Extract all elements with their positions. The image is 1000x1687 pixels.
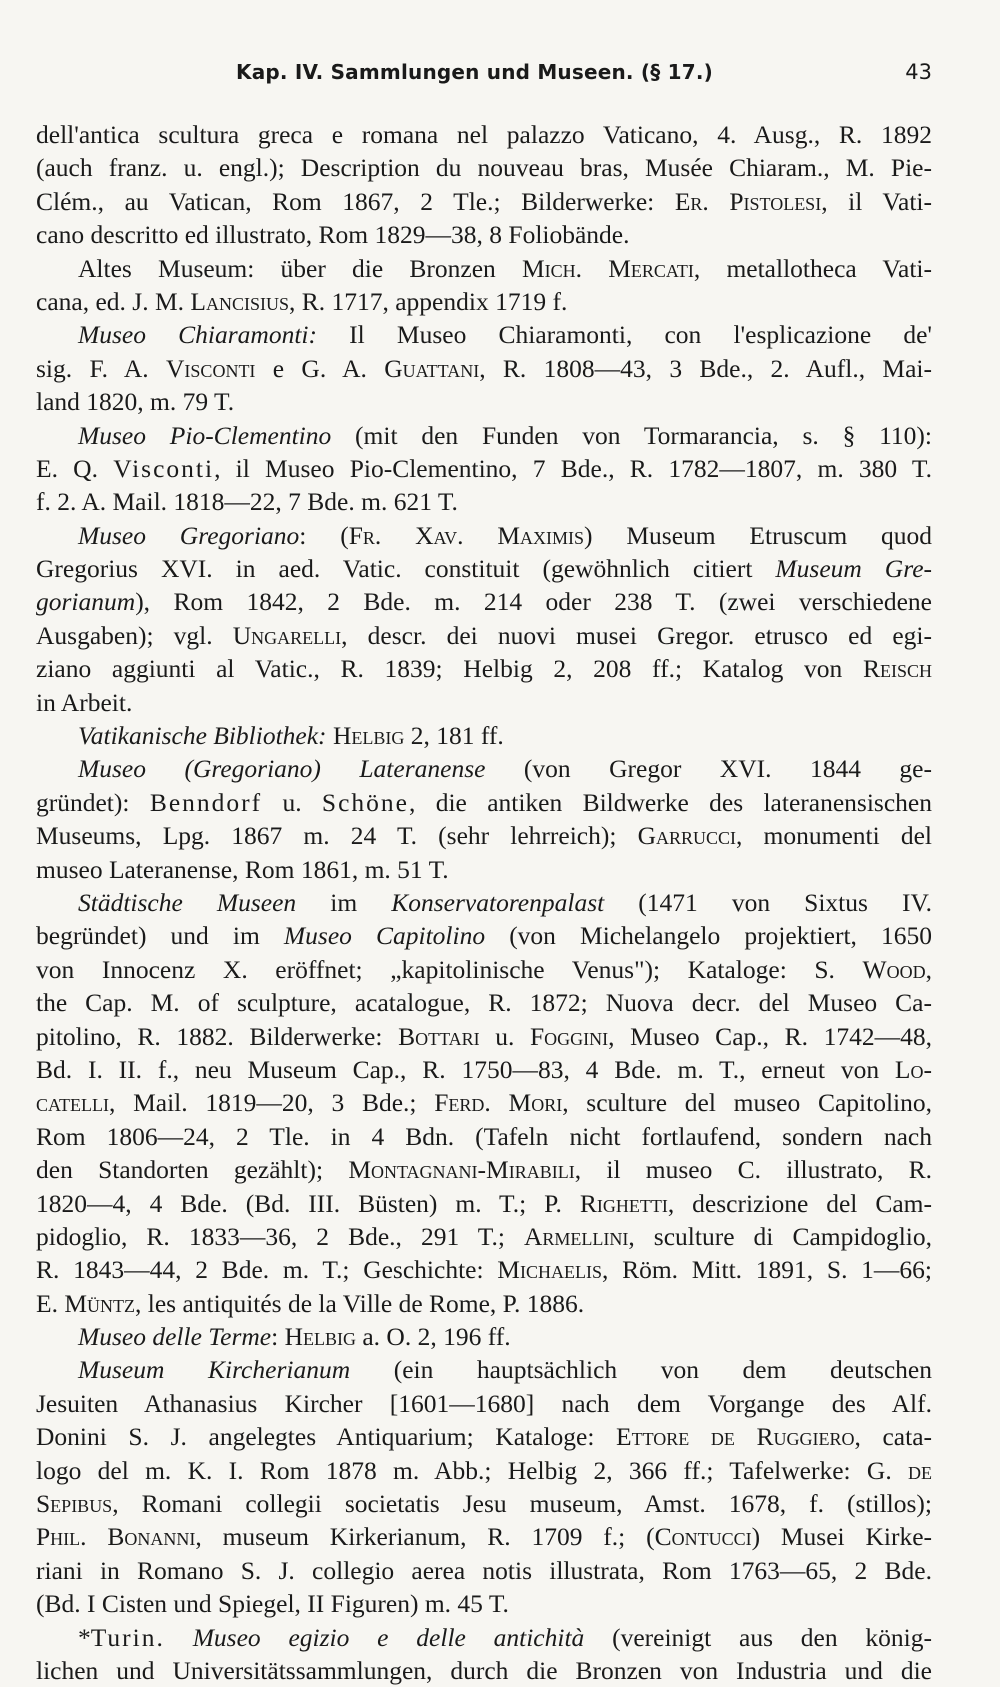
text-run: Lancisius — [190, 286, 289, 316]
text-run: dell'antica scultura greca e romana nel palazzo Vaticano, 4. Ausg., R. 1892 — [36, 120, 932, 149]
text-line — [36, 585, 932, 618]
text-run: Museo Gregoriano — [78, 520, 300, 550]
text-run: den Standorten gezählt); — [36, 1155, 349, 1185]
text-run: , les antiquités de la Ville de Rome, P. 1886. — [135, 1288, 585, 1318]
text-line — [36, 352, 932, 385]
text-run: im — [296, 887, 392, 917]
text-line — [36, 686, 932, 719]
text-run: u. — [262, 787, 322, 817]
text-line — [36, 185, 932, 218]
text-line — [36, 1020, 932, 1053]
text-line — [36, 1654, 932, 1687]
text-run: (Bd. I Cisten und Spiegel, II Figuren) m. 45 T. — [36, 1589, 509, 1619]
text-run: Konservatorenpalast — [391, 887, 605, 917]
text-run: Museo (Gregoriano) Lateranense — [78, 754, 486, 784]
text-line — [36, 1554, 932, 1587]
text-run: , Museo Cap., R. 1742—48, — [608, 1021, 932, 1051]
text-run: , metallotheca Vati- — [693, 253, 932, 283]
text-run: , cata- — [854, 1422, 933, 1452]
text-line — [36, 1287, 932, 1320]
text-run: Er. Pistolesi — [674, 186, 822, 216]
text-run: , sculture di Campidoglio, — [628, 1221, 932, 1251]
text-line — [36, 1353, 932, 1386]
text-line — [36, 1487, 932, 1520]
text-run: Foggini — [529, 1021, 609, 1051]
text-line — [36, 519, 932, 552]
text-run: (von Gregor XVI. 1844 ge- — [485, 754, 932, 784]
page-number: 43 — [905, 60, 932, 84]
text-run: Rom 1806—24, 2 Tle. in 4 Bdn. (Tafeln nicht fortlaufend, sondern nach — [36, 1121, 932, 1151]
text-run: , il museo C. illustrato, R. — [574, 1155, 932, 1185]
text-run: land 1820, m. 79 T. — [36, 387, 235, 417]
text-run: (1471 von Sixtus IV. — [604, 887, 932, 917]
text-run: (mit den Funden von Tormarancia, s. § 110): — [331, 420, 932, 450]
text-line — [36, 819, 932, 852]
text-run: , — [925, 954, 932, 984]
text-line — [36, 285, 932, 318]
text-line — [36, 1454, 932, 1487]
text-line — [36, 1320, 932, 1353]
text-run: Helbig — [332, 721, 405, 751]
text-line — [36, 853, 932, 886]
text-line — [36, 1220, 932, 1253]
text-run: Altes Museum: über die Bronzen — [78, 253, 522, 283]
text-run: Clém., au Vatican, Rom 1867, 2 Tle.; Bilderwerke: — [36, 186, 675, 216]
text-run: ), Rom 1842, 2 Bde. m. 214 oder 238 T. (zwei verschiedene — [135, 587, 932, 617]
text-run: Visconti — [113, 453, 215, 483]
text-run: catelli — [36, 1088, 109, 1118]
text-run: Righetti — [579, 1188, 668, 1218]
text-run — [165, 1623, 193, 1652]
text-run: Schöne — [321, 787, 409, 817]
text-run: Il Museo Chiaramonti, con l'esplicazione de' — [317, 320, 932, 350]
text-run: (auch franz. u. engl.); Description du nouveau bras, Musée Chiaram., M. Pie- — [36, 153, 932, 183]
text-line — [36, 953, 932, 986]
text-run: , Röm. Mitt. 1891, S. 1—66; — [601, 1255, 933, 1285]
text-line — [36, 986, 932, 1019]
text-run: de — [908, 1455, 932, 1485]
text-run: : ( — [299, 520, 349, 550]
text-run: * — [78, 1622, 91, 1652]
text-run: : — [271, 1322, 285, 1352]
text-run: Ungarelli — [232, 620, 342, 650]
text-run: begründet) und im — [36, 921, 284, 951]
running-title: Kap. IV. Sammlungen und Museen. (§ 17.) — [236, 60, 713, 84]
text-run: cano descritto ed illustrato, Rom 1829—38, 8 Foliobände. — [36, 220, 630, 250]
text-run: a. O. 2, 196 ff. — [355, 1322, 511, 1352]
text-run: Helbig — [284, 1322, 356, 1352]
text-run: Museo Capitolino — [283, 921, 486, 951]
text-run: gorianum — [36, 587, 136, 617]
text-run: Museums, Lpg. 1867 m. 24 T. (sehr lehrreich); — [36, 821, 638, 851]
text-run: Armellini — [523, 1221, 629, 1251]
text-run: gründet): — [36, 787, 150, 817]
text-run: , descrizione del Cam- — [667, 1188, 932, 1218]
text-run: Städtische Museen — [78, 887, 297, 917]
text-run: Lo- — [894, 1054, 932, 1084]
text-run: 1820—4, 4 Bde. (Bd. III. Büsten) m. T.; P. — [36, 1188, 580, 1218]
text-run: Donini S. J. angelegtes Antiquarium; Kataloge: — [36, 1422, 617, 1452]
text-run: Benndorf — [149, 787, 263, 817]
text-run: pidoglio, R. 1833—36, 2 Bde., 291 T.; — [36, 1221, 524, 1251]
text-run: ) Musei Kirke- — [751, 1522, 933, 1552]
text-run: , museum Kirkerianum, R. 1709 f.; ( — [195, 1522, 655, 1552]
text-line — [36, 1420, 932, 1453]
text-run: Ettore de Ruggiero — [616, 1422, 855, 1452]
text-line — [36, 385, 932, 418]
text-line — [36, 1387, 932, 1420]
text-run: Jesuiten Athanasius Kircher [1601—1680] nach dem Vorgange des Alf. — [36, 1388, 932, 1418]
text-run: ziano aggiunti al Vatic., R. 1839; Helbig 2, 208 ff.; Katalog von — [36, 654, 863, 684]
text-line — [36, 1621, 932, 1654]
text-run: Garrucci — [637, 821, 737, 851]
text-run: (von Michelangelo projektiert, 1650 — [485, 921, 932, 951]
text-line — [36, 652, 932, 685]
text-run: cana, ed. J. M. — [36, 286, 191, 316]
text-run: 2, 181 ff. — [404, 721, 504, 751]
text-run: , Mail. 1819—20, 3 Bde.; — [108, 1088, 435, 1118]
text-run: u. — [479, 1021, 530, 1051]
text-run: , descr. dei nuovi musei Gregor. etrusco ed egi- — [341, 620, 932, 650]
text-line — [36, 1086, 932, 1119]
text-line — [36, 485, 932, 518]
text-run: Reisch — [862, 654, 932, 684]
text-line — [36, 151, 932, 184]
text-run: sig. F. A. — [36, 353, 167, 383]
text-run: Museo delle Terme — [78, 1322, 272, 1352]
text-run: Phil. Bonanni — [36, 1522, 196, 1552]
text-run: , sculture del museo Capitolino, — [562, 1088, 932, 1118]
text-run: in Arbeit. — [36, 687, 133, 717]
text-line — [36, 619, 932, 652]
text-run: Museum Gre- — [775, 554, 933, 584]
text-line — [36, 1053, 932, 1086]
text-run: (vereinigt aus den könig- — [584, 1622, 932, 1652]
text-run: Mich. Mercati — [521, 253, 694, 283]
text-run: Visconti — [166, 353, 256, 383]
text-line — [36, 1153, 932, 1186]
text-run: Museo Pio-Clementino — [78, 420, 332, 450]
text-run: (ein hauptsächlich von dem deutschen — [350, 1355, 933, 1385]
text-line — [36, 118, 932, 151]
text-run: Müntz — [64, 1288, 135, 1318]
text-run: , R. 1717, appendix 1719 f. — [288, 286, 568, 316]
text-line — [36, 218, 932, 251]
text-run: f. 2. A. Mail. 1818—22, 7 Bde. m. 621 T. — [36, 487, 458, 517]
text-run: E. — [36, 1288, 65, 1318]
text-run: , il Museo Pio-Clementino, 7 Bde., R. 1782—1807, m. 380 T. — [214, 453, 932, 483]
text-line — [36, 786, 932, 819]
text-line — [36, 452, 932, 485]
text-line — [36, 1520, 932, 1553]
text-run: , il Vati- — [821, 186, 932, 216]
text-run: von Innocenz X. eröffnet; „kapitolinische Venus"); Kataloge: S. — [36, 954, 863, 984]
text-run: Bottari — [398, 1021, 480, 1051]
text-run: the Cap. M. of sculpture, acatalogue, R. 1872; Nuova decr. del Museo Ca- — [36, 988, 932, 1018]
text-run: R. 1843—44, 2 Bde. m. T.; Geschichte: — [36, 1255, 498, 1285]
text-run: Wood — [862, 954, 926, 984]
text-line — [36, 1187, 932, 1220]
text-run: lichen und Universitätssammlungen, durch die Bronzen von Industria und die — [36, 1655, 932, 1685]
text-line — [36, 1120, 932, 1153]
text-run: e G. A. — [255, 353, 385, 383]
text-run: , R. 1808—43, 3 Bde., 2. Aufl., Mai- — [479, 353, 932, 383]
text-run: logo del m. K. I. Rom 1878 m. Abb.; Helbig 2, 366 ff.; Tafelwerke: G. — [36, 1455, 908, 1485]
text-line — [36, 1253, 932, 1286]
text-run: Michaelis — [497, 1255, 602, 1285]
text-line — [36, 252, 932, 285]
text-run: Sepibus — [36, 1489, 113, 1519]
text-run: Museo egizio e delle antichità — [192, 1622, 585, 1652]
text-run: , Romani collegii societatis Jesu museum, Amst. 1678, f. (stillos); — [112, 1489, 932, 1519]
text-run: , die antiken Bildwerke des lateranensischen — [409, 787, 932, 817]
text-run: , monumenti del — [736, 821, 932, 851]
text-run: riani in Romano S. J. collegio aerea notis illustrata, Rom 1763—65, 2 Bde. — [36, 1555, 932, 1585]
text-run: Vatikanische Bibliothek: — [78, 721, 327, 751]
text-run: Museo Chiaramonti: — [78, 320, 317, 350]
text-run: Museum Kircherianum — [78, 1355, 351, 1385]
text-run: Gregorius XVI. in aed. Vatic. constituit (gewöhnlich citiert — [36, 554, 776, 584]
text-run: Ausgaben); vgl. — [36, 620, 233, 650]
text-line — [36, 552, 932, 585]
text-run: ) Museum Etruscum quod — [584, 520, 932, 550]
text-run: Fr. Xav. Maximis — [348, 520, 585, 550]
text-run: Contucci — [654, 1522, 752, 1552]
body-text — [36, 118, 932, 1687]
text-run: E. Q. — [36, 453, 114, 483]
text-line — [36, 1587, 932, 1620]
text-line — [36, 886, 932, 919]
text-run: Turin. — [90, 1622, 165, 1652]
text-run: Bd. I. II. f., neu Museum Cap., R. 1750—83, 4 Bde. m. T., erneut von — [36, 1054, 895, 1084]
text-run: pitolino, R. 1882. Bilderwerke: — [36, 1021, 399, 1051]
text-line — [36, 318, 932, 351]
text-line — [36, 719, 932, 752]
text-run: museo Lateranense, Rom 1861, m. 51 T. — [36, 854, 449, 884]
text-line — [36, 419, 932, 452]
text-run: Guattani — [384, 353, 480, 383]
text-run: Montagnani-Mirabili — [348, 1155, 575, 1185]
text-line — [36, 919, 932, 952]
running-header — [36, 60, 932, 92]
text-line — [36, 752, 932, 785]
text-run: Ferd. Mori — [434, 1088, 563, 1118]
